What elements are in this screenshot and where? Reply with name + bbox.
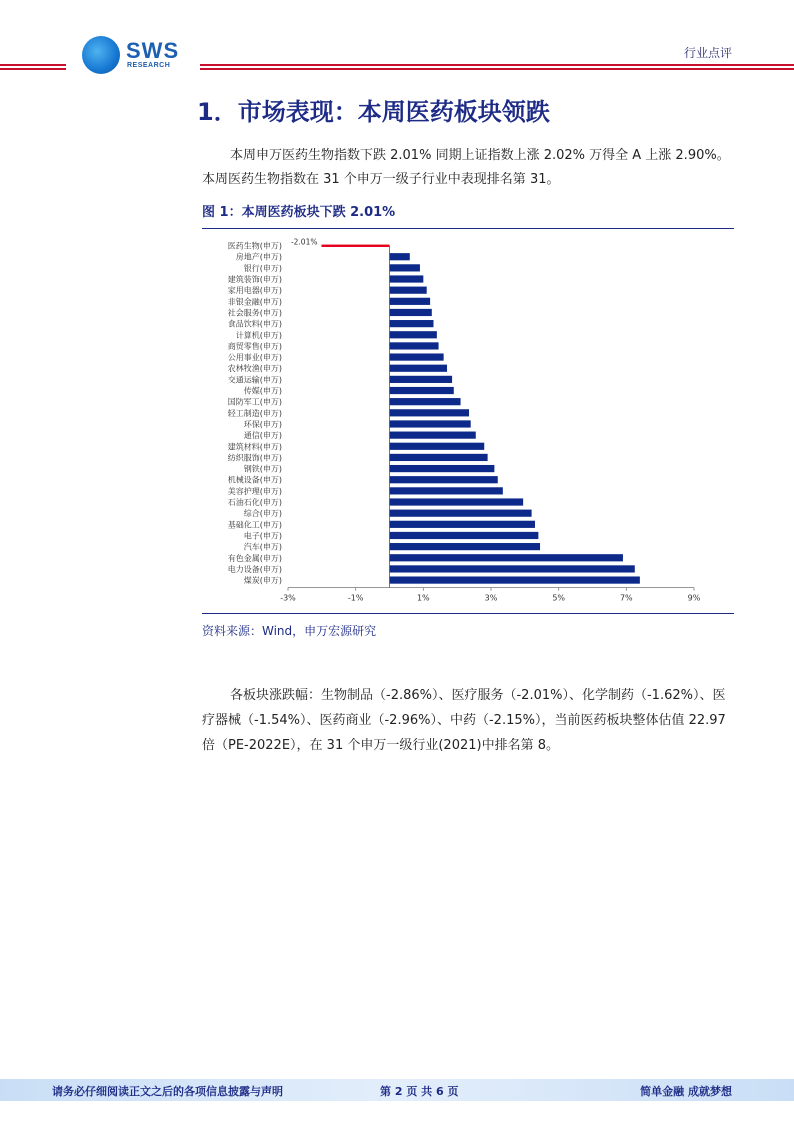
bar [390,543,541,550]
bar [390,420,471,427]
category-label: 家用电器(申万) [227,286,282,296]
category-label: 汽车(申万) [243,542,282,552]
category-label: 综合(申万) [243,509,282,519]
bar [390,432,476,439]
x-tick-label: 3% [484,593,498,603]
data-label: -2.01% [290,237,318,247]
bar [390,376,453,383]
header-divider [0,64,794,70]
footer-disclaimer: 请务必仔细阅读正文之后的各项信息披露与声明 [52,1085,283,1098]
report-type-label: 行业点评 [683,46,732,60]
bar [390,498,524,505]
bar [390,342,439,349]
bar [390,487,503,494]
bar [390,287,427,294]
figure-bottom-rule [202,613,734,614]
bar [390,532,539,539]
category-label: 农林牧渔(申万) [227,364,282,374]
bar-highlight [321,245,389,247]
category-label: 美容护理(申万) [227,486,282,496]
category-label: 电子(申万) [243,531,282,541]
category-label: 商贸零售(申万) [227,341,282,351]
category-label: 通信(申万) [243,431,282,441]
category-label: 非银金融(申万) [227,297,282,307]
x-tick-label: -1% [347,593,364,603]
bar [390,521,535,528]
bar [390,309,432,316]
category-label: 电力设备(申万) [227,564,282,574]
bar [390,275,424,282]
category-label: 有色金属(申万) [227,553,282,563]
section-title: 1．市场表现：本周医药板块领跌 [197,98,550,126]
category-label: 轻工制造(申万) [227,408,282,418]
category-label: 煤炭(申万) [243,576,282,586]
bar [390,320,434,327]
bar [390,365,448,372]
x-tick-label: 1% [416,593,430,603]
bar [390,353,444,360]
footer-page-info: 第 2 页 共 6 页 [380,1085,459,1098]
logo-text: SWS [126,38,180,63]
category-label: 石油石化(申万) [227,498,282,508]
bar [390,253,410,260]
sector-performance-chart [202,232,734,610]
bar [390,465,495,472]
category-label: 公用事业(申万) [227,353,282,363]
bar [390,454,488,461]
category-label: 银行(申万) [243,263,282,273]
bar [390,510,532,517]
category-label: 计算机(申万) [235,330,282,340]
subsector-paragraph: 各板块涨跌幅：生物制品（-2.86%）、医疗服务（-2.01%）、化学制药（-1.62%）、医疗器械（-1.54%）、医药商业（-2.96%）、中药（-2.15%），当前医药板块整体估值 22.97 倍（PE-2022E），在 31 个申万一级行业(2021)中排名第 8。 [202,688,726,753]
category-label: 传媒(申万) [243,386,282,396]
bar [390,443,485,450]
bar [390,409,470,416]
category-label: 钢铁(申万) [243,464,282,474]
footer-slogan: 简单金融 成就梦想 [640,1085,732,1098]
x-tick-label: -3% [280,593,296,603]
category-label: 国防军工(申万) [227,397,282,407]
bar [390,298,431,305]
category-label: 房地产(申万) [235,252,282,262]
x-tick-label: 9% [687,593,701,603]
figure-source: 资料来源：Wind，申万宏源研究 [202,624,377,638]
x-tick-label: 5% [552,593,566,603]
logo-subtext: RESEARCH [127,62,171,69]
figure-top-rule [202,228,734,229]
bar [390,554,623,561]
category-label: 交通运输(申万) [227,375,282,385]
category-label: 环保(申万) [243,419,282,429]
bar [390,476,498,483]
category-label: 纺织服饰(申万) [227,453,282,463]
company-logo [82,36,192,76]
bar [390,331,437,338]
category-label: 社会服务(申万) [227,308,282,318]
bar [390,565,635,572]
category-label: 基础化工(申万) [227,520,282,530]
bar [390,387,454,394]
figure-title: 图 1：本周医药板块下跌 2.01% [202,205,396,220]
category-label: 建筑材料(申万) [227,442,282,452]
category-label: 医药生物(申万) [227,241,282,251]
category-label: 机械设备(申万) [227,475,282,485]
bar [390,576,640,583]
market-summary-paragraph: 本周申万医药生物指数下跌 2.01% 同期上证指数上涨 2.02% 万得全 A 上涨 2.90%。本周医药生物指数在 31 个申万一级子行业中表现排名第 31。 [202,148,730,187]
x-tick-label: 7% [619,593,633,603]
category-label: 建筑装饰(申万) [227,275,282,285]
bar [390,264,420,271]
category-label: 食品饮料(申万) [227,319,282,329]
bar [390,398,461,405]
